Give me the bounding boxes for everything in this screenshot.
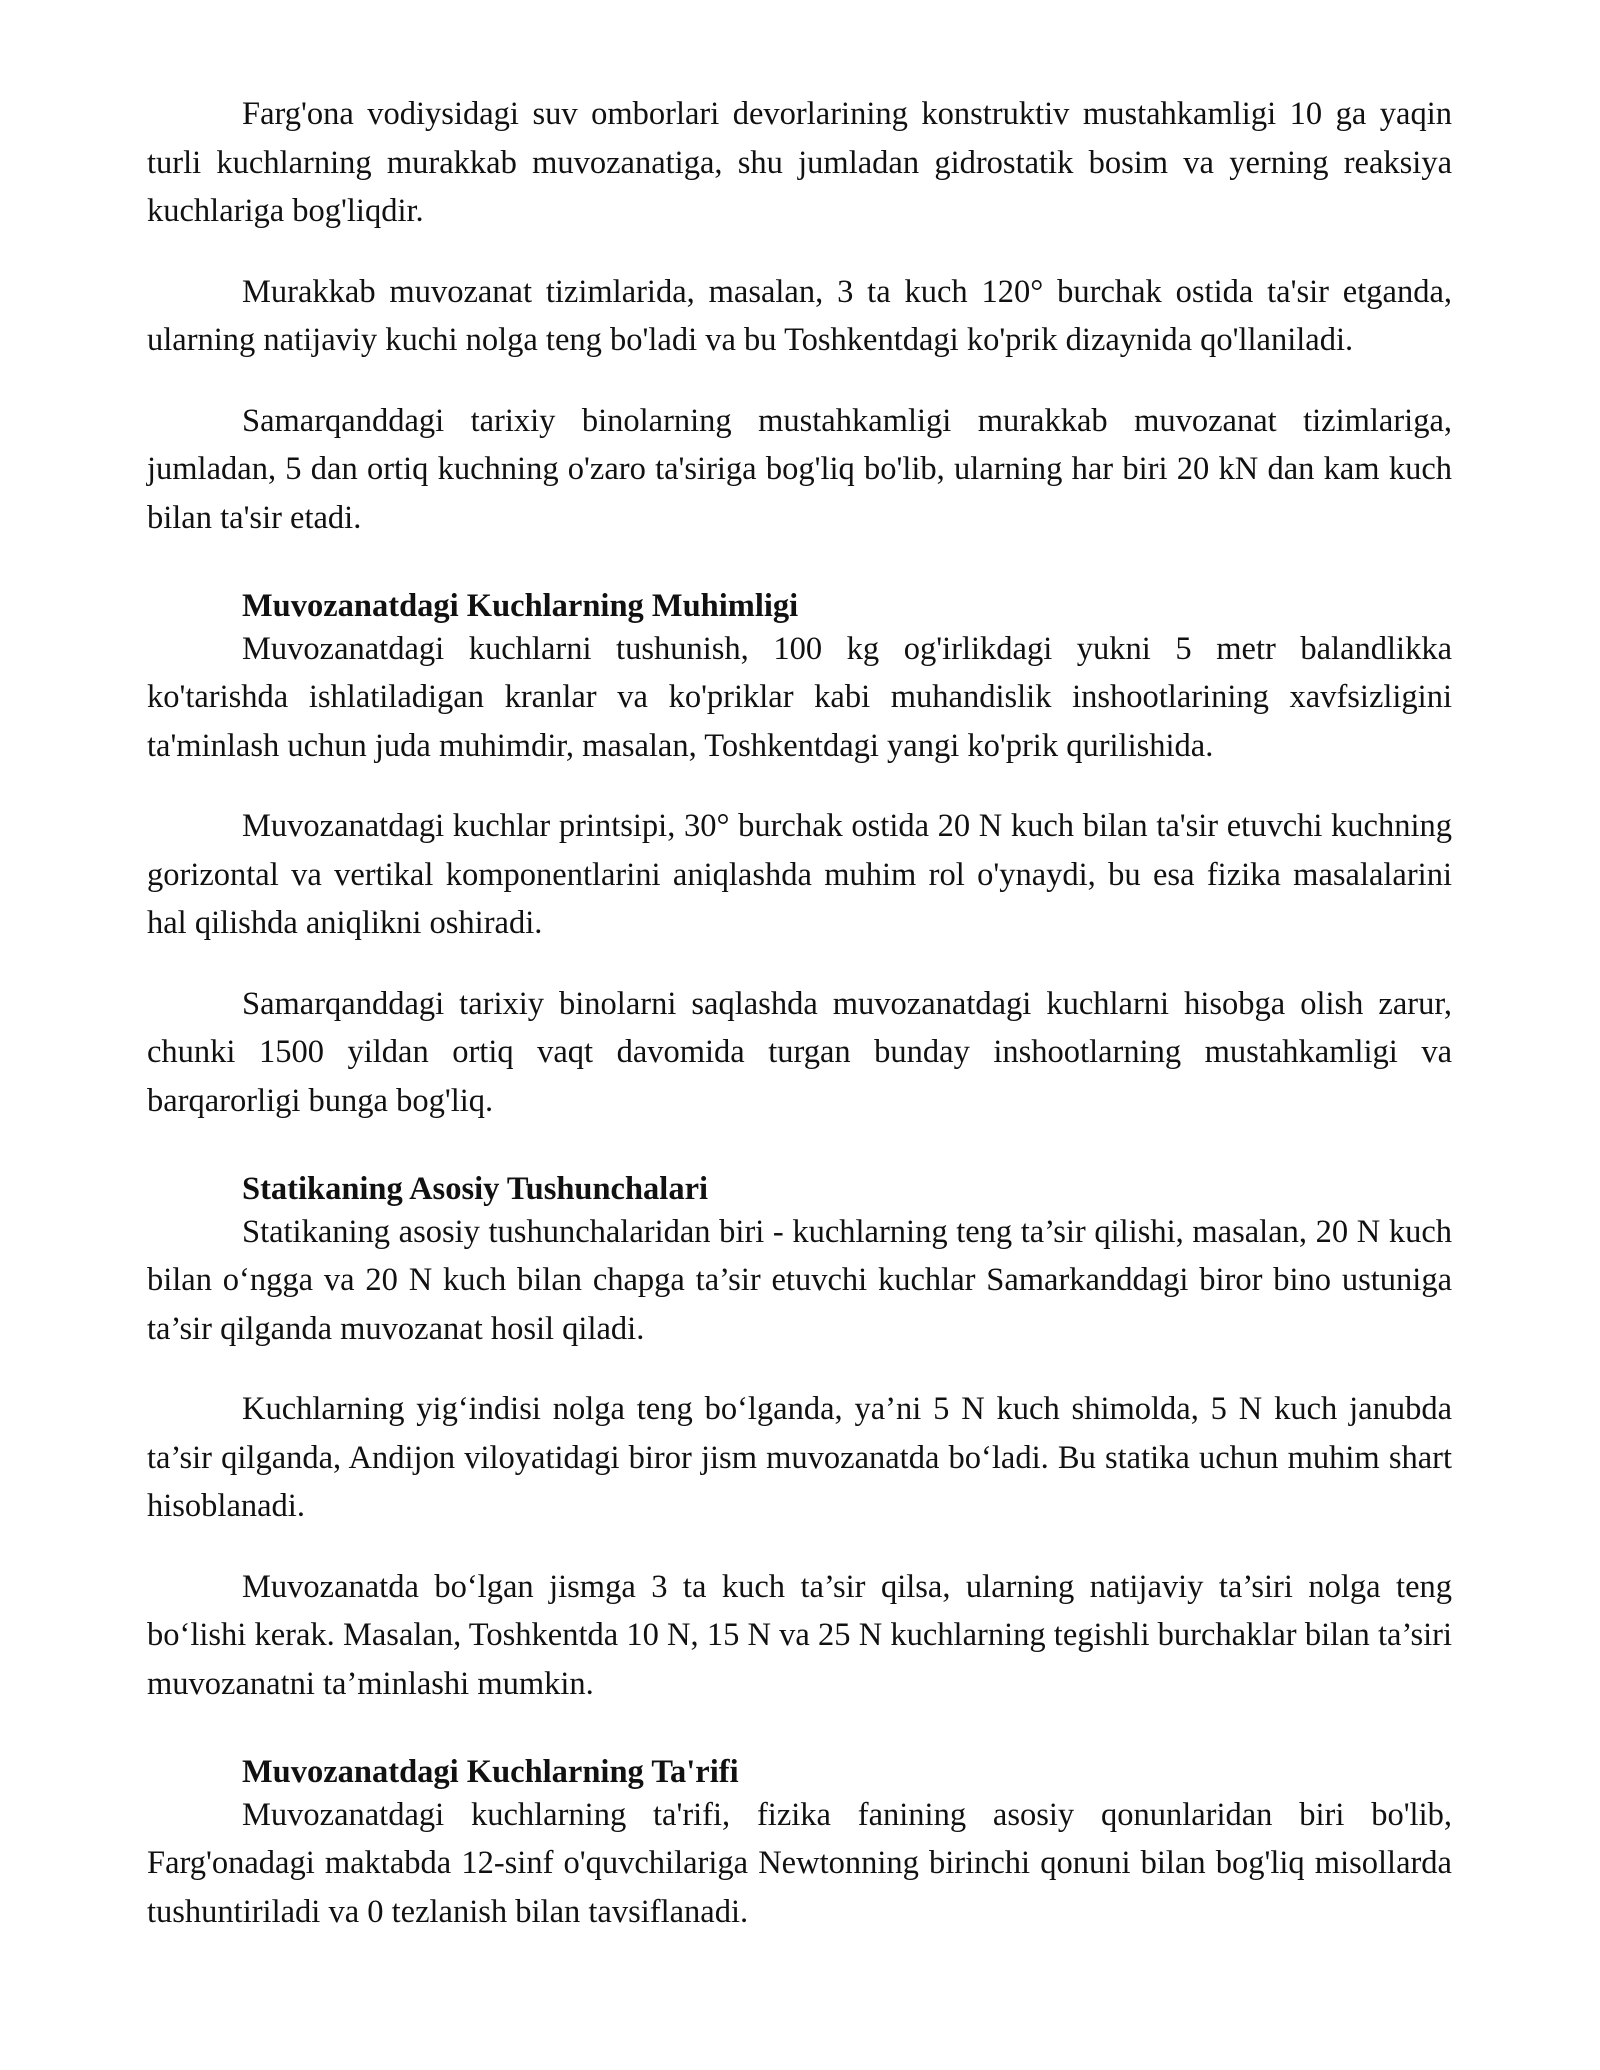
paragraph: Muvozanatdagi kuchlar printsipi, 30° burchak ostida 20 N kuch bilan ta'sir etuvchi kuchning gorizontal va vertikal komponentlarini aniqlashda muhim rol o'ynaydi, bu esa fizika masalalarini hal qilishda aniqlikni oshiradi.: [147, 808, 1452, 941]
paragraph: Samarqanddagi tarixiy binolarni saqlashda muvozanatdagi kuchlarni hisobga olish zarur, chunki 1500 yildan ortiq vaqt davomida turgan bunday inshootlarning mustahkamligi va barqarorligi bunga bog'liq.: [147, 985, 1452, 1119]
paragraph: Muvozanatda bo‘lgan jismga 3 ta kuch ta’sir qilsa, ularning natijaviy ta’siri nolga teng bo‘lishi kerak. Masalan, Toshkentda 10 N, 15 N va 25 N kuchlarning tegishli burchaklar bilan ta’siri muvozanatni ta’minlashi mumkin.: [147, 1568, 1452, 1702]
section-heading: Muvozanatdagi Kuchlarning Ta'rifi: [242, 1754, 739, 1790]
paragraph: Statikaning asosiy tushunchalaridan biri - kuchlarning teng ta’sir qilishi, masalan, 20 N kuch bilan o‘ngga va 20 N kuch bilan chapga ta’sir etuvchi kuchlar Samarkanddagi biror bino ustuniga ta’sir qilganda muvozanat hosil qiladi.: [147, 1213, 1452, 1347]
paragraph: Kuchlarning yig‘indisi nolga teng bo‘lganda, ya’ni 5 N kuch shimolda, 5 N kuch janubda ta’sir qilganda, Andijon viloyatidagi biror jism muvozanatda bo‘ladi. Bu statika uchun muhim shart hisoblanadi.: [147, 1391, 1452, 1524]
section-heading: Statikaning Asosiy Tushunchalari: [242, 1171, 709, 1207]
paragraph: Samarqanddagi tarixiy binolarning mustahkamligi murakkab muvozanat tizimlariga, jumladan, 5 dan ortiq kuchning o'zaro ta'siriga bog'liq bo'lib, ularning har biri 20 kN dan kam kuch bilan ta'sir etadi.: [147, 402, 1452, 536]
paragraph: Murakkab muvozanat tizimlarida, masalan, 3 ta kuch 120° burchak ostida ta'sir etganda, ularning natijaviy kuchi nolga teng bo'ladi va bu Toshkentdagi ko'prik dizaynida qo'llaniladi.: [147, 273, 1452, 358]
paragraph: Farg'ona vodiysidagi suv omborlari devorlarining konstruktiv mustahkamligi 10 ga yaqin turli kuchlarning murakkab muvozanatiga, shu jumladan gidrostatik bosim va yerning reaksiya kuchlariga bog'liqdir.: [147, 96, 1452, 229]
section-heading: Muvozanatdagi Kuchlarning Muhimligi: [242, 588, 799, 624]
paragraph: Muvozanatdagi kuchlarni tushunish, 100 kg og'irlikdagi yukni 5 metr balandlikka ko'tarishda ishlatiladigan kranlar va ko'priklar kabi muhandislik inshootlarining xavfsizligini ta'minlash uchun juda muhimdir, masalan, Toshkentdagi yangi ko'prik qurilishida.: [147, 630, 1452, 764]
document-page: [147, 90, 1452, 1936]
paragraph: Muvozanatdagi kuchlarning ta'rifi, fizika fanining asosiy qonunlaridan biri bo'lib, Farg'onadagi maktabda 12-sinf o'quvchilariga Newtonning birinchi qonuni bilan bog'liq misollarda tushuntiriladi va 0 tezlanish bilan tavsiflanadi.: [147, 1796, 1452, 1930]
